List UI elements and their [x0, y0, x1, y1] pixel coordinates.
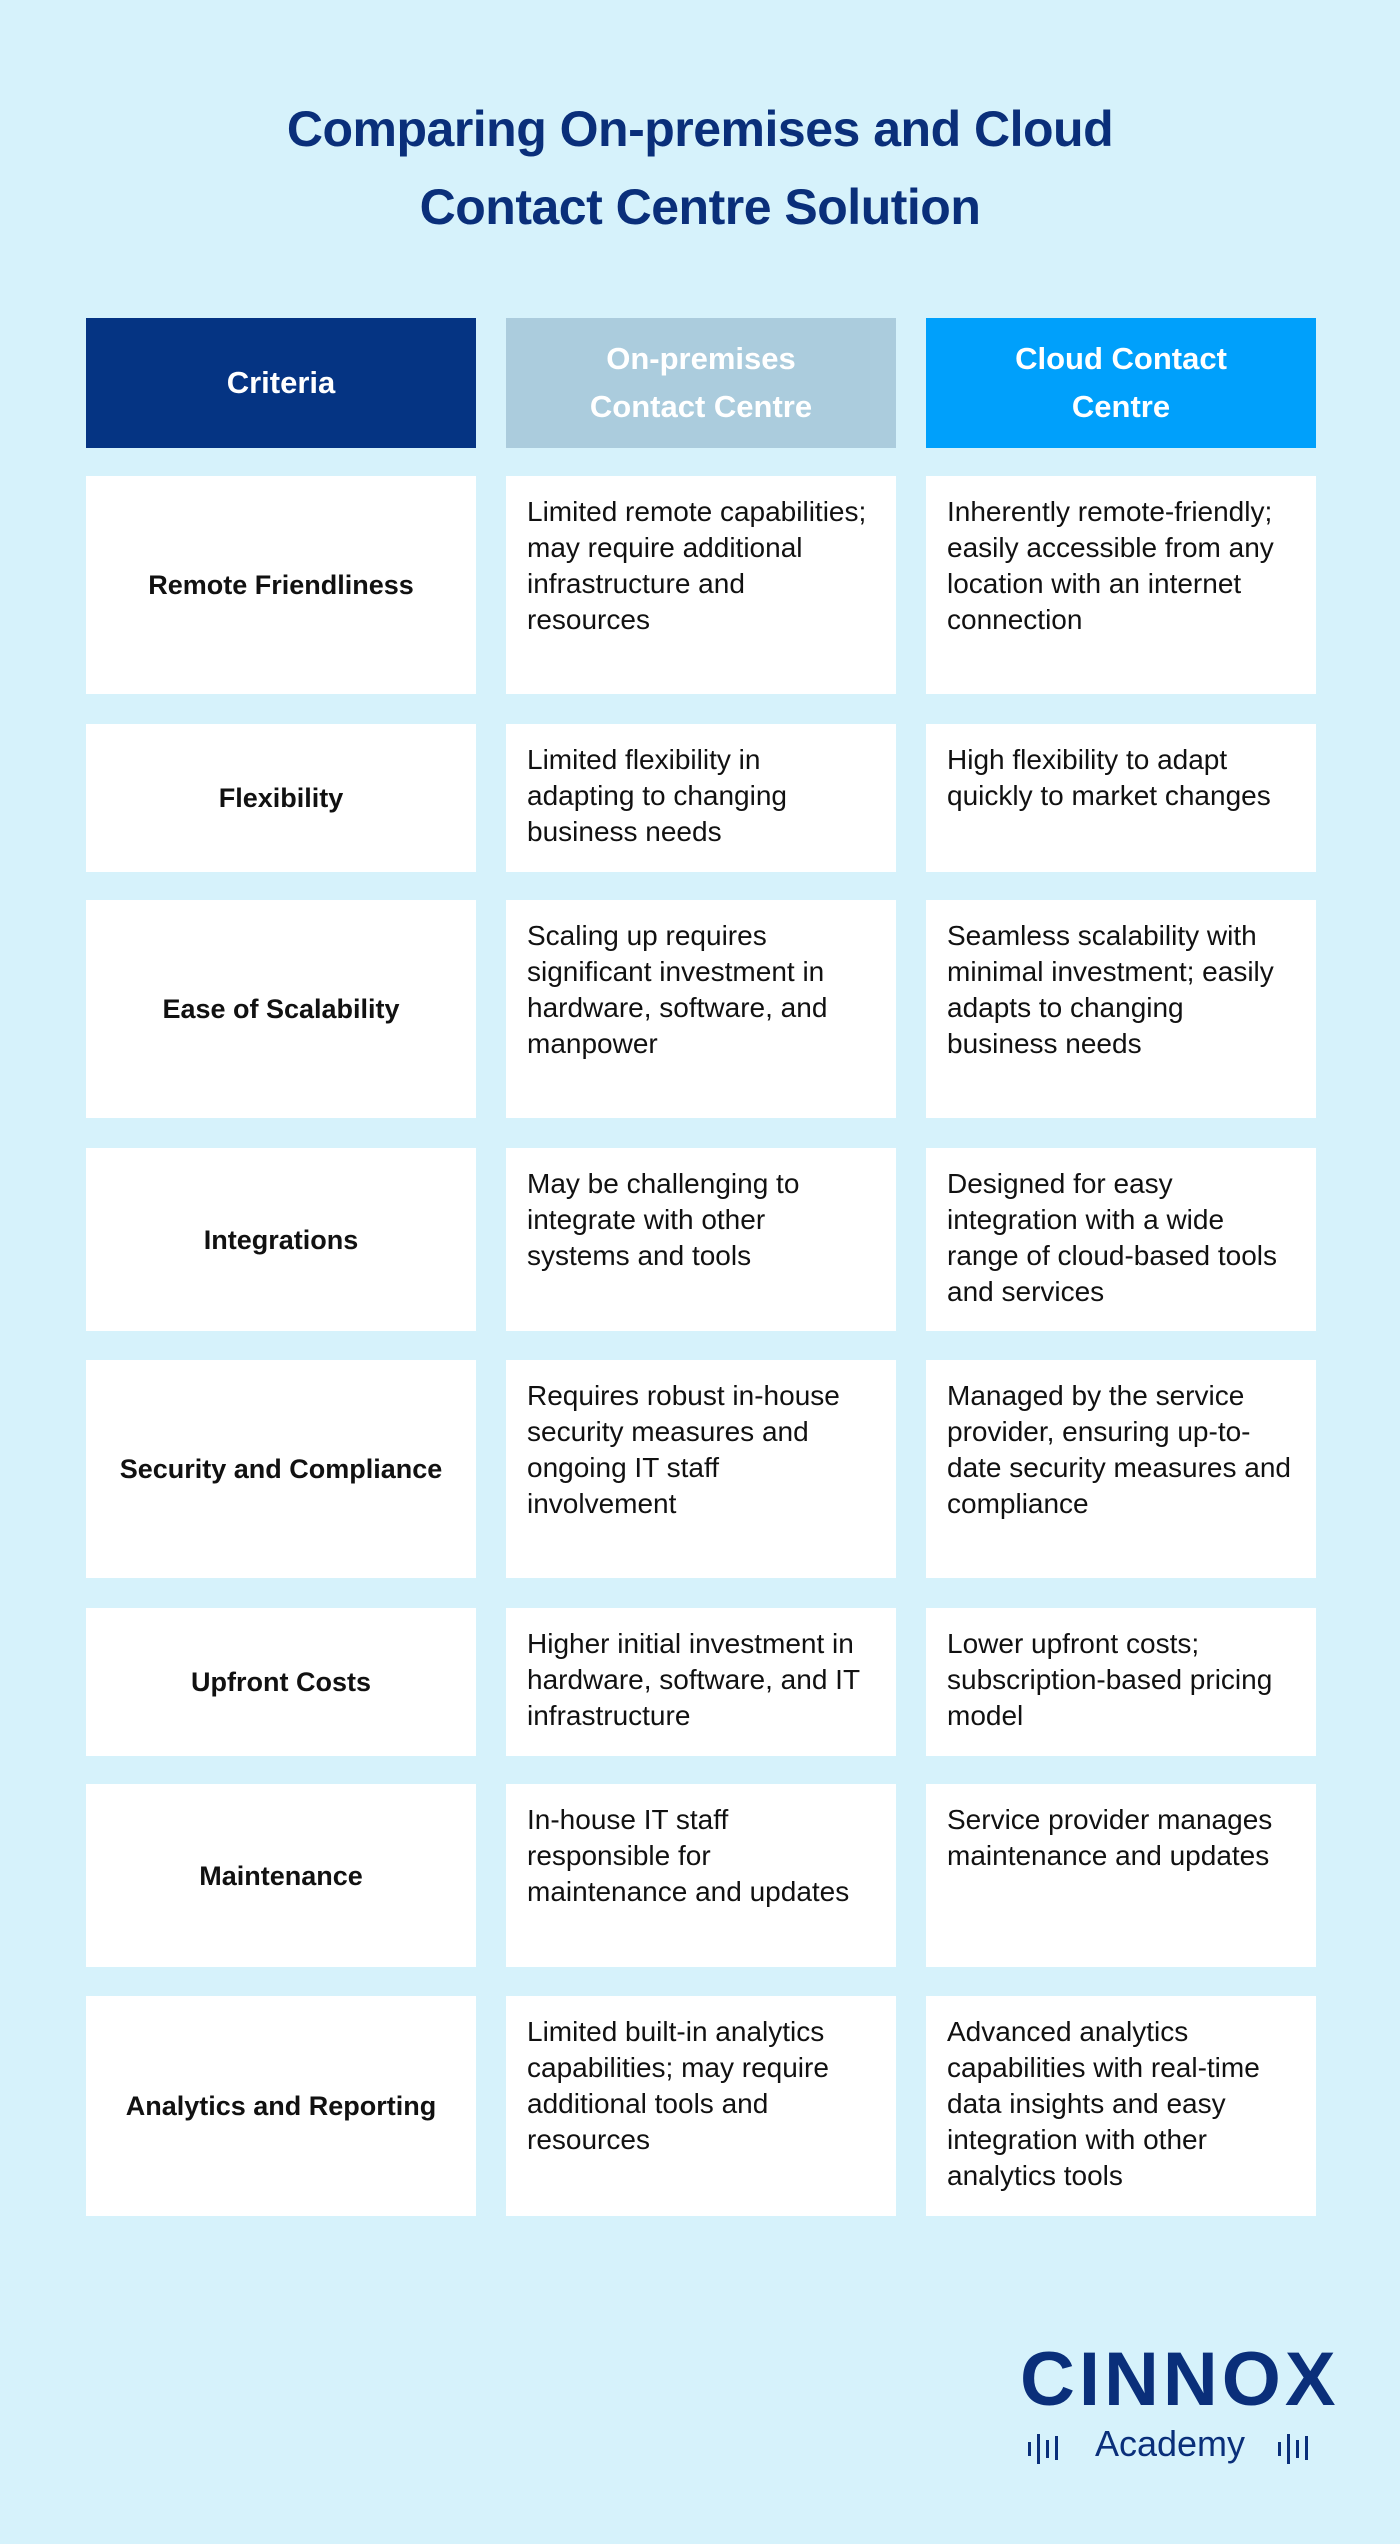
- title-line-1: Comparing On-premises and Cloud: [286, 101, 1114, 157]
- row-on-prem-remote-friendliness: Limited remote capabilities; may require additional infrastructure and resources: [506, 476, 896, 694]
- header-criteria: Criteria: [86, 318, 476, 448]
- sound-wave-icon-left: [1026, 2430, 1066, 2466]
- row-on-prem-maintenance: In-house IT staff responsible for maintenance and updates: [506, 1784, 896, 1967]
- title-line-2: Contact Centre Solution: [419, 179, 981, 235]
- row-criteria-security: Security and Compliance: [86, 1360, 476, 1578]
- row-criteria-scalability: Ease of Scalability: [86, 900, 476, 1118]
- header-cloud: [926, 318, 1316, 448]
- header-cloud-label: Cloud Contact Centre: [1015, 341, 1227, 424]
- row-criteria-flexibility: Flexibility: [86, 724, 476, 872]
- row-cloud-scalability: Seamless scalability with minimal investment; easily adapts to changing business needs: [926, 900, 1316, 1118]
- cinnox-academy-logo: [1020, 2337, 1340, 2470]
- header-on-premises-label: On-premises Contact Centre: [589, 341, 813, 424]
- row-cloud-analytics: Advanced analytics capabilities with real-time data insights and easy integration with other analytics tools: [926, 1996, 1316, 2216]
- sound-wave-icon-right: [1276, 2430, 1316, 2466]
- row-cloud-security: Managed by the service provider, ensuring up-to-date security measures and compliance: [926, 1360, 1316, 1578]
- row-on-prem-upfront-costs: Higher initial investment in hardware, software, and IT infrastructure: [506, 1608, 896, 1756]
- row-on-prem-analytics: Limited built-in analytics capabilities; may require additional tools and resources: [506, 1996, 896, 2216]
- brand-subtitle: Academy: [1094, 2423, 1246, 2464]
- brand-wordmark: CINNOX: [1020, 2337, 1340, 2422]
- row-cloud-upfront-costs: Lower upfront costs; subscription-based pricing model: [926, 1608, 1316, 1756]
- row-criteria-integrations: Integrations: [86, 1148, 476, 1331]
- page-title: [0, 90, 1400, 246]
- row-criteria-analytics: Analytics and Reporting: [86, 1996, 476, 2216]
- row-criteria-maintenance: Maintenance: [86, 1784, 476, 1967]
- row-criteria-upfront-costs: Upfront Costs: [86, 1608, 476, 1756]
- row-criteria-remote-friendliness: Remote Friendliness: [86, 476, 476, 694]
- header-on-premises: [506, 318, 896, 448]
- row-cloud-integrations: Designed for easy integration with a wide range of cloud-based tools and services: [926, 1148, 1316, 1331]
- row-cloud-flexibility: High flexibility to adapt quickly to market changes: [926, 724, 1316, 872]
- row-cloud-maintenance: Service provider manages maintenance and updates: [926, 1784, 1316, 1967]
- row-on-prem-integrations: May be challenging to integrate with other systems and tools: [506, 1148, 896, 1331]
- row-on-prem-scalability: Scaling up requires significant investment in hardware, software, and manpower: [506, 900, 896, 1118]
- row-on-prem-security: Requires robust in-house security measures and ongoing IT staff involvement: [506, 1360, 896, 1578]
- row-on-prem-flexibility: Limited flexibility in adapting to changing business needs: [506, 724, 896, 872]
- row-cloud-remote-friendliness: Inherently remote-friendly; easily accessible from any location with an internet connection: [926, 476, 1316, 694]
